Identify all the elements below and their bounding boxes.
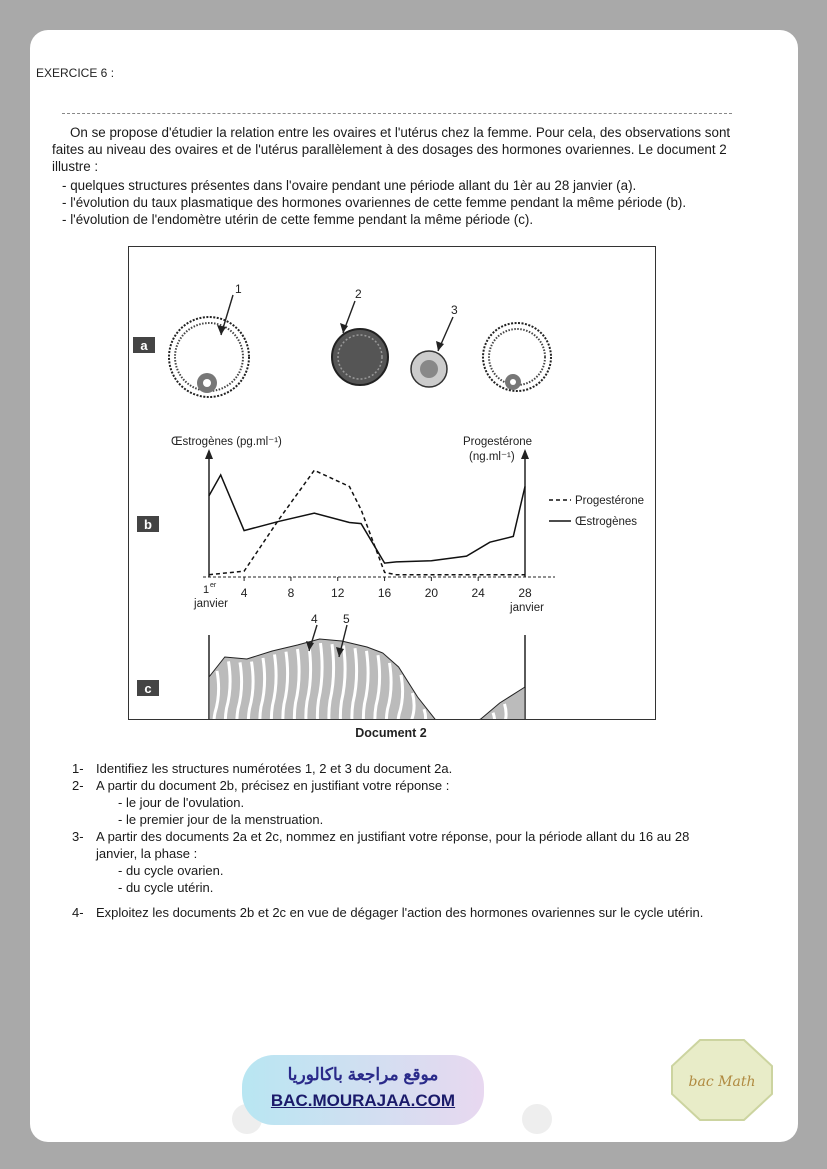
question-text: A partir du document 2b, précisez en justifiant votre réponse : [96,778,450,793]
question-number: 4- [72,905,84,920]
exercise-title: EXERCICE 6 : [36,66,115,80]
legend-progesterone: Progestérone [575,495,645,507]
ovarian-structure-2 [332,329,388,385]
left-axis-arrow [205,449,213,459]
endometrium-illustration [209,635,525,719]
x-tick-label: 24 [471,586,485,600]
question-number: 2- [72,778,84,793]
question-2 [72,777,732,828]
legend-oestrogenes: Œstrogènes [575,516,638,528]
figure-svg [129,247,655,719]
ovarian-structure-4 [483,323,551,391]
x-start-month: janvier [194,598,228,610]
right-axis-arrow [521,449,529,459]
question-sub: - du cycle ovarien. [118,862,732,879]
question-3 [72,828,732,896]
footer-banner[interactable] [242,1055,484,1125]
question-text: Exploitez les documents 2b et 2c en vue de dégager l'action des hormones ovariennes sur le cycle utérin. [96,905,704,920]
panel-label-a [133,337,155,353]
svg-text:a: a [140,338,148,353]
structure-number-4: 4 [311,612,318,626]
structure-number-3: 3 [451,303,458,317]
svg-text:b: b [144,517,152,532]
x-tick-label: 4 [240,586,248,600]
bac-math-badge [670,1038,774,1122]
panel-label-c [137,680,159,696]
x-tick-label: 12 [331,586,345,600]
question-sub: - le premier jour de la menstruation. [118,811,732,828]
x-start-sup: er [210,582,217,589]
figure-caption: Document 2 [355,726,427,740]
footer-logo-right-icon [522,1104,552,1134]
x-tick-label: 20 [424,586,439,600]
structure-number-5: 5 [343,612,350,626]
question-4 [72,904,732,921]
x-tick-label: 16 [377,586,392,600]
x-start-label: 1 [203,584,210,596]
series-line-progesterone [209,470,525,574]
x-tick-label: 8 [287,586,295,600]
right-axis-label-line1: Progestérone [463,436,533,448]
divider [62,113,732,114]
question-sub: - du cycle utérin. [118,879,732,896]
question-1 [72,760,732,777]
series-line-oestrogenes [209,475,525,563]
question-number: 1- [72,761,84,776]
document-2-figure [128,246,656,720]
intro-paragraph: On se propose d'étudier la relation entre les ovaires et l'utérus chez la femme. Pour cela, des observations sont faites au niveau des ovaires et de l'utérus parallèlement à des dosages des hormones ovariennes. Le document 2 illustre : [52,125,731,174]
structure-number-1: 1 [235,282,242,296]
intro-item: - quelques structures présentes dans l'ovaire pendant une période allant du 1èr au 28 janvier (a). [62,177,732,194]
svg-text:c: c [144,681,152,696]
hormone-chart [193,449,555,614]
ovarian-structure-3 [411,351,447,387]
questions-list [72,760,732,921]
intro-text [52,124,732,228]
left-axis-label: Œstrogènes (pg.ml⁻¹) [171,436,282,448]
intro-list [52,177,732,228]
question-text: Identifiez les structures numérotées 1, 2 et 3 du document 2a. [96,761,453,776]
intro-item: - l'évolution de l'endomètre utérin de cette femme pendant la même période (c). [62,211,732,228]
question-number: 3- [72,829,84,844]
footer-arabic-text: موقع مراجعة باكالوريا [287,1065,439,1084]
question-sub: - le jour de l'ovulation. [118,794,732,811]
ovarian-structure-1 [169,317,249,397]
footer-url-link[interactable]: BAC.MOURAJAA.COM [270,1091,456,1110]
intro-item: - l'évolution du taux plasmatique des hormones ovariennes de cette femme pendant la même période (b). [62,194,732,211]
right-axis-label-line2: (ng.ml⁻¹) [469,451,515,463]
question-text: A partir des documents 2a et 2c, nommez en justifiant votre réponse, pour la période allant du 16 au 28 janvier, la phase : [96,829,690,861]
panel-label-b [137,516,159,532]
structure-number-2: 2 [355,287,362,301]
badge-text: bac Math [688,1074,756,1090]
x-end-month: janvier [510,602,544,614]
x-end-label: 28 [518,586,532,600]
